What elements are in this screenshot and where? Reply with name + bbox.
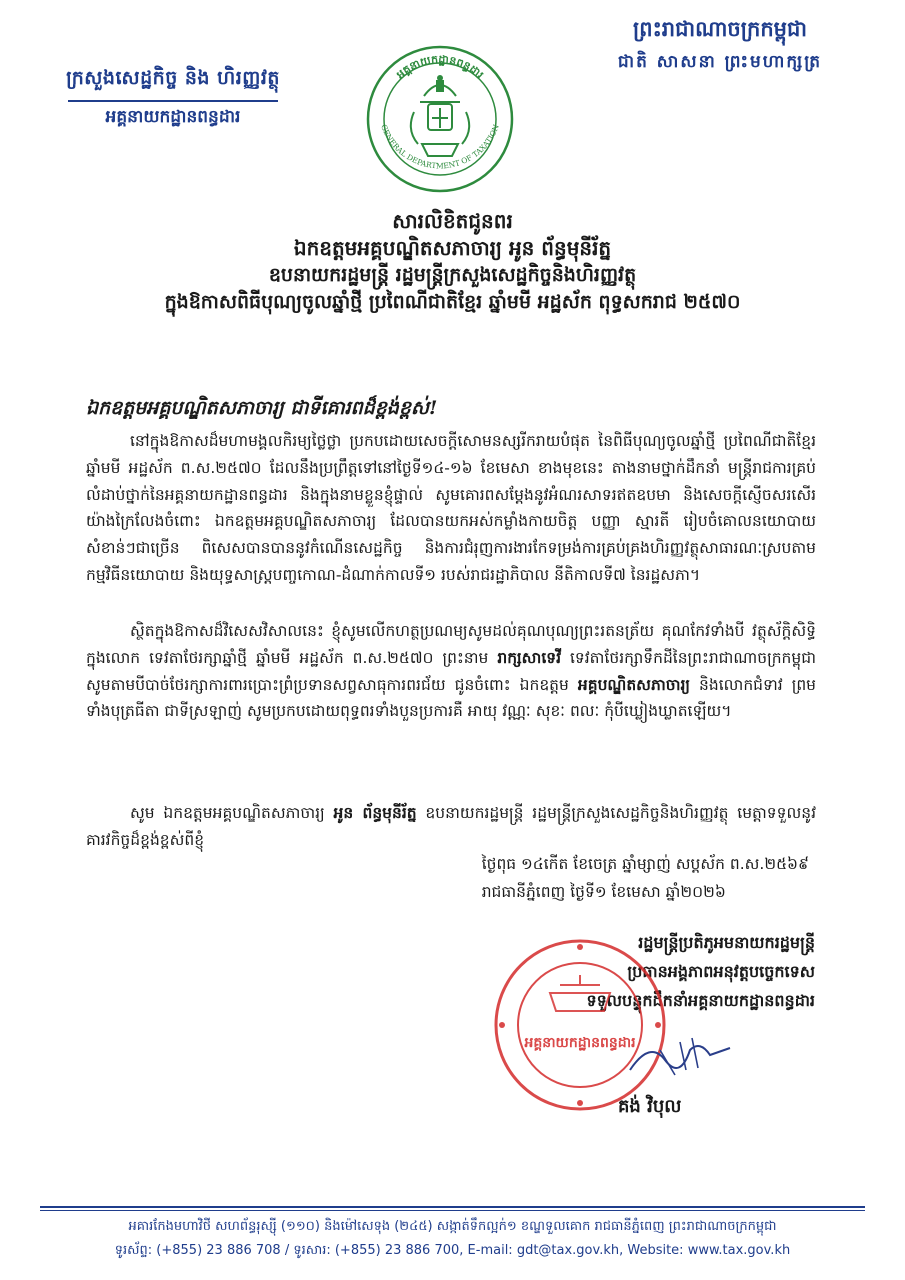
- title-line-1: សារលិខិតជូនពរ: [392, 209, 513, 233]
- ministry-name: ក្រសួងសេដ្ឋកិច្ច និង ហិរញ្ញវត្ថុ: [66, 67, 280, 89]
- emblem-bottom-text: GENERAL DEPARTMENT OF TAXATION: [379, 123, 501, 171]
- paragraph-1-text: នៅក្នុងឱកាសដ៏មហាមង្គលកិរម្យថ្លៃថ្លា ប្រកបដោយសេចក្តីសោមនស្សរីករាយបំផុត នៃពិធីបុណ្យចូលឆ្នាំថ្មី ប្រពៃណីជាតិខ្មែរ ឆ្នាំមមី អដ្ឋស័ក ព.ស.២៥៧០ ដែលនឹងប្រព្រឹត្តទៅនៅថ្ងៃទី១៤-១៦ ខែមេសា ខាងមុខនេះ តាងនាមថ្នាក់ដឹកនាំ មន្ត្រីរាជការគ្រប់លំដាប់ថ្នាក់នៃអគ្គនាយកដ្ឋានពន្ធដារ និងក្នុងនាមខ្លួនខ្ញុំផ្ទាល់ សូមគោរពសម្តែងនូវអំណរសាទរឥតឧបមា និងសេចក្តីស្ញើចសរសើរយ៉ាងក្រៃលែងចំពោះ ឯកឧត្តមអគ្គបណ្ឌិតសភាចារ្យ ដែលបានយកអស់កម្លាំងកាយចិត្ត បញ្ញា ស្មារតី រៀបចំគោលនយោបាយសំខាន់ៗជាច្រើន ពិសេសបានបាននូវកំណើនសេដ្ឋកិច្ច និងការជំរុញការងារកែទម្រង់ការគ្រប់គ្រងហិរញ្ញវត្ថុសាធារណៈស្របតាមកម្មវិធីនយោបាយ និងយុទ្ធសាស្រ្តបញ្ចកោណ-ដំណាក់កាលទី១ របស់រាជរដ្ឋាភិបាល នីតិកាលទី៧ នៃរដ្ឋសភា។: [86, 432, 816, 584]
- title-line-2: ឯកឧត្តមអគ្គបណ្ឌិតសភាចារ្យ អូន ព័ន្ធមុនីរ័ត្ន: [293, 236, 612, 260]
- signatory-title-3: ទទួលបន្ទុកដឹកនាំអគ្គនាយកដ្ឋានពន្ធដារ: [586, 991, 815, 1010]
- letter-title: [40, 208, 865, 316]
- emblem-top-text: អគ្គនាយកដ្ឋានពន្ធដារ: [393, 52, 487, 82]
- paragraph-2-text-a: ស្ថិតក្នុងឱកាសដ៏វិសេសវិសាលនេះ ខ្ញុំសូមលើកហត្ថប្រណម្យសូមដល់គុណបុណ្យព្រះរតនត្រ័យ គុណកែវទាំងបី វត្ថុស័ក្តិសិទ្ធិក្នុងលោក ទេវតាថែរក្សាឆ្នាំថ្មី ឆ្នាំមមី អដ្ឋស័ក ព.ស.២៥៧០ ព្រះនាម: [86, 622, 816, 667]
- header-rule: [68, 100, 278, 102]
- signatory-title-1: រដ្ឋមន្ត្រីប្រតិភូអមនាយករដ្ឋមន្ត្រី: [638, 933, 815, 952]
- kingdom-name: ព្រះរាជាណាចក្រកម្ពុជា: [632, 16, 807, 41]
- paragraph-3: [86, 800, 816, 854]
- paragraph-2-text-e: និងលោកជំទាវ ព្រមទាំងបុត្រធីតា ជាទីស្រឡាញ់ សូមប្រកបដោយពុទ្ធពរទាំងបួនប្រការគឺ អាយុ វណ្ណៈ សុខៈ ពលៈ កុំបីឃ្លៀងឃ្លាតឡើយ។: [86, 675, 817, 721]
- department-name: អគ្គនាយកដ្ឋានពន្ធដារ: [105, 107, 241, 127]
- footer-contacts: ទូរស័ព្ទ: (+855) 23 886 708 / ទូរសារ: (+855) 23 886 700, E-mail: gdt@tax.gov.kh, Website: www.tax.gov.kh: [114, 1243, 791, 1258]
- national-motto: ជាតិ សាសនា ព្រះមហាក្សត្រ: [617, 52, 823, 72]
- minister-name: អូន ព័ន្ធមុនីរ័ត្ន: [333, 804, 417, 822]
- academician-title: អគ្គបណ្ឌិតសភាចារ្យ: [577, 675, 690, 694]
- paragraph-3-text-a: សូម ឯកឧត្តមអគ្គបណ្ឌិតសភាចារ្យ: [130, 804, 334, 822]
- solar-date: រាជធានីភ្នំពេញ ថ្ងៃទី១ ខែមេសា ឆ្នាំ២០២៦: [481, 883, 726, 901]
- title-line-4: ក្នុងឱកាសពិធីបុណ្យចូលឆ្នាំថ្មី ប្រពៃណីជាតិខ្មែរ ឆ្នាំមមី អដ្ឋស័ក ពុទ្ធសករាជ ២៥៧០: [164, 291, 741, 313]
- signatory-title-2: ប្រធានអង្គភាពអនុវត្តបច្ចេកទេស: [627, 962, 815, 981]
- salutation: ឯកឧត្តមអគ្គបណ្ឌិតសភាចារ្យ ជាទីគោរពដ៏ខ្ពង់ខ្ពស់!: [86, 397, 438, 419]
- footer-address: អគារកែងមហាវិថី សហព័ន្ធរុស្ស៊ី (១១០) និងម៉ៅសេទុង (២៤៥) សង្កាត់ទឹកល្អក់១ ខណ្ឌទួលគោក រាជធានីភ្នំពេញ ព្រះរាជាណាចក្រកម្ពុជា: [128, 1219, 777, 1234]
- ministry-header: [28, 66, 318, 131]
- footer-rule-thin: [40, 1210, 865, 1211]
- paragraph-2-text-c: ទេវតាថែរក្សាទឹកដីនៃព្រះរាជាណាចក្រកម្ពុជា សូមតាមបីបាច់ថែរក្សាការពារប្រោះព្រំប្រទានសព្វសាធុការពរជ័យ ជូនចំពោះ ឯកឧត្តម: [86, 648, 816, 694]
- gdt-emblem-icon: [362, 44, 518, 194]
- signatory-name: គង់ វិបុល: [618, 1096, 682, 1117]
- paragraph-1: [86, 428, 816, 589]
- date-block: [482, 850, 809, 906]
- lunar-date: ថ្ងៃពុធ ១៤កើត ខែចេត្រ ឆ្នាំម្សាញ់ សប្តស័ក ព.ស.២៥៦៩: [481, 855, 809, 873]
- paragraph-2: [86, 618, 816, 725]
- deity-name: រាក្សសាទេវី: [497, 648, 562, 667]
- kingdom-header: [575, 16, 865, 76]
- stamp-center-text: អគ្គនាយកដ្ឋានពន្ធដារ: [524, 1035, 636, 1051]
- paragraph-3-text-c: ឧបនាយករដ្ឋមន្ត្រី រដ្ឋមន្ត្រីក្រសួងសេដ្ឋកិច្ចនិងហិរញ្ញវត្ថុ មេត្តាទទួលនូវគារវកិច្ចដ៏ខ្ពង់ខ្ពស់ពីខ្ញុំ: [86, 804, 816, 849]
- title-line-3: ឧបនាយករដ្ឋមន្ត្រី រដ្ឋមន្ត្រីក្រសួងសេដ្ឋកិច្ចនិងហិរញ្ញវត្ថុ: [268, 264, 637, 286]
- handwritten-signature-icon: [620, 1020, 740, 1090]
- footer-rule-thick: [40, 1206, 865, 1208]
